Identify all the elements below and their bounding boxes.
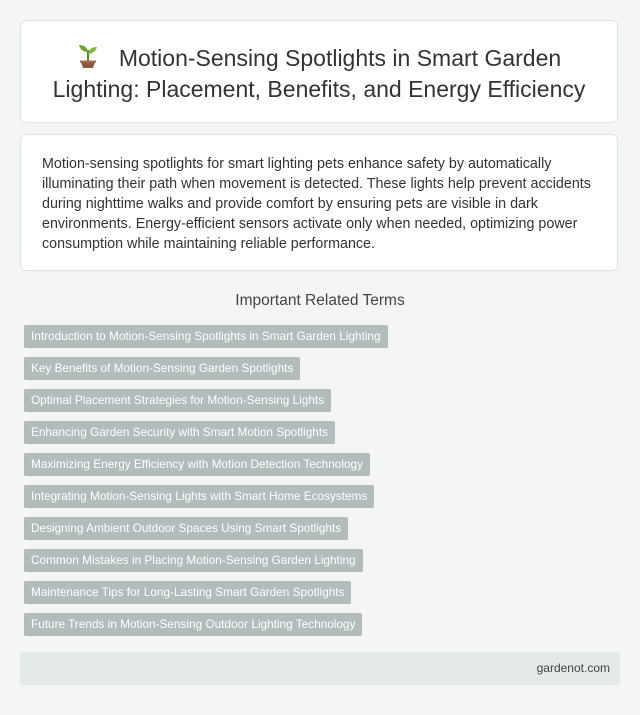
- title-line-2: Lighting: Placement, Benefits, and Energy Efficiency: [52, 76, 586, 102]
- title-line-1: Motion-Sensing Spotlights in Smart Garden: [118, 45, 562, 71]
- related-terms-heading: Important Related Terms: [235, 292, 405, 309]
- sprout-icon: [77, 43, 99, 69]
- title-card: [20, 20, 618, 123]
- related-term-tag[interactable]: Future Trends in Motion-Sensing Outdoor Lighting Technology: [24, 613, 362, 636]
- related-term-tag[interactable]: Maximizing Energy Efficiency with Motion Detection Technology: [24, 453, 370, 476]
- related-term-tag[interactable]: Maintenance Tips for Long-Lasting Smart Garden Spotlights: [24, 581, 351, 604]
- footer: [20, 652, 620, 685]
- related-term-tag[interactable]: Integrating Motion-Sensing Lights with Smart Home Ecosystems: [24, 485, 374, 508]
- intro-card: [20, 134, 618, 271]
- related-term-tag[interactable]: Optimal Placement Strategies for Motion-Sensing Lights: [24, 389, 331, 412]
- related-term-tag[interactable]: Introduction to Motion-Sensing Spotlights in Smart Garden Lighting: [24, 325, 388, 348]
- related-term-tag[interactable]: Key Benefits of Motion-Sensing Garden Spotlights: [24, 357, 300, 380]
- related-term-tag[interactable]: Enhancing Garden Security with Smart Motion Spotlights: [24, 421, 335, 444]
- related-term-tag[interactable]: Common Mistakes in Placing Motion-Sensing Garden Lighting: [24, 549, 363, 572]
- intro-paragraph: Motion-sensing spotlights for smart lighting pets enhance safety by automatically illuminating their path when movement is detected. These lights help prevent accidents during nighttime walks and provide comfort by ensuring pets are visible in dark environments. Energy-efficient sensors activate only when needed, optimizing power consumption while maintaining reliable performance.: [42, 156, 591, 252]
- page-title: [21, 43, 617, 105]
- related-term-tag[interactable]: Designing Ambient Outdoor Spaces Using Smart Spotlights: [24, 517, 348, 540]
- footer-site-link[interactable]: gardenot.com: [536, 661, 610, 675]
